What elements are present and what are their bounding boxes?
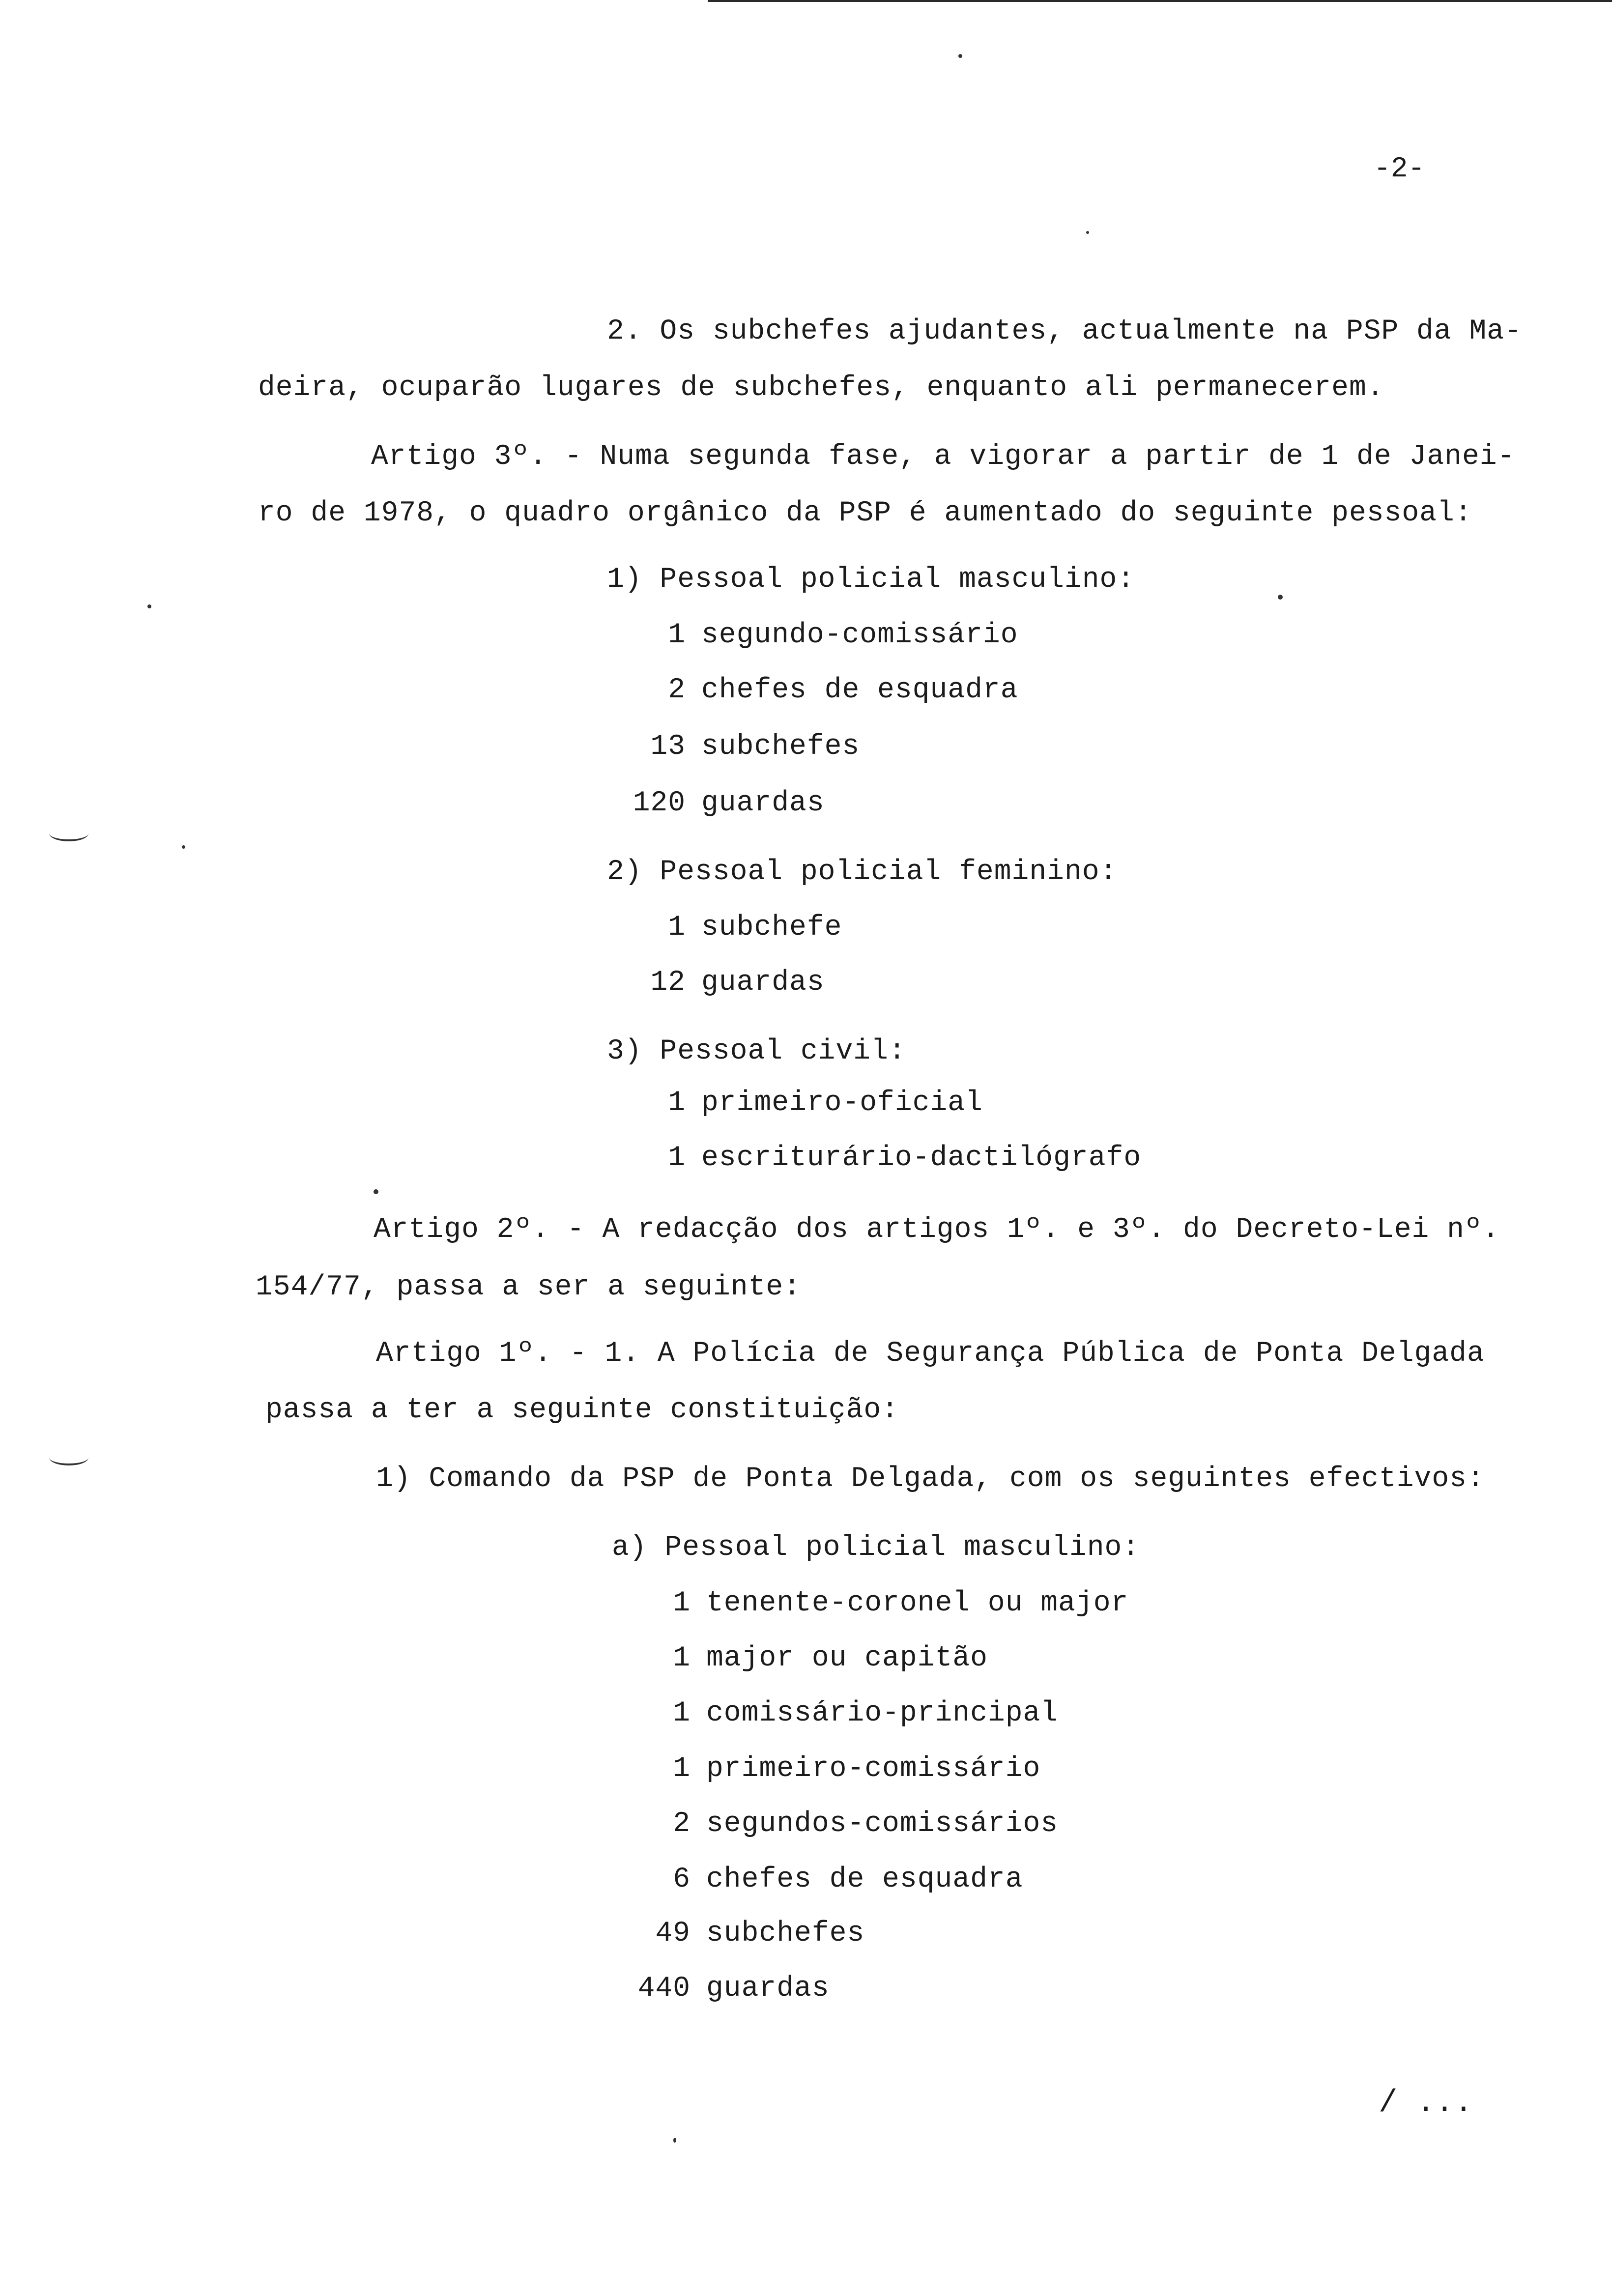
item-qty: 440 (637, 1973, 691, 2005)
item-label: chefes de esquadra (706, 1864, 1023, 1895)
scan-speck (1086, 231, 1089, 234)
list-item (607, 673, 1018, 708)
scan-speck (958, 54, 962, 58)
article-3-line-2: ro de 1978, o quadro orgânico da PSP é aumentado do seguinte pessoal: (258, 497, 1472, 529)
item-label: escriturário-dactilógrafo (701, 1142, 1142, 1174)
article-2-line-1: Artigo 2º. - A redacção dos artigos 1º. e 3º. do Decreto-Lei nº. (374, 1214, 1500, 1246)
list-item (607, 966, 825, 1000)
item-label: primeiro-oficial (701, 1087, 983, 1119)
article-3-line-1: Artigo 3º. - Numa segunda fase, a vigorar a partir de 1 de Janei- (371, 441, 1515, 473)
list-item (607, 911, 842, 945)
list-item (612, 1752, 1040, 1786)
item-qty: 1 (673, 1697, 691, 1729)
list-item (612, 1972, 830, 2006)
item-label: guardas (701, 787, 825, 819)
item-qty: 2 (668, 674, 686, 706)
item-label: subchefes (706, 1918, 865, 1950)
article-2-line-2: 154/77, passa a ser a seguinte: (256, 1271, 801, 1303)
article-1-line-1: Artigo 1º. - 1. A Polícia de Segurança Pública de Ponta Delgada (376, 1338, 1485, 1370)
scan-speck (182, 845, 185, 849)
scan-mark (49, 826, 88, 841)
list-item (612, 1696, 1058, 1731)
scan-mark (49, 1450, 88, 1465)
list-item (612, 1863, 1023, 1897)
list-heading: 3) Pessoal civil: (607, 1035, 906, 1067)
item-label: primeiro-comissário (706, 1753, 1041, 1785)
item-qty: 49 (655, 1918, 691, 1950)
item-qty: 1 (673, 1753, 691, 1785)
paragraph-1-line-2: deira, ocuparão lugares de subchefes, enquanto ali permanecerem. (258, 372, 1384, 404)
article-1-line-2: passa a ter a seguinte constituição: (265, 1394, 899, 1426)
list-heading: 2) Pessoal policial feminino: (607, 856, 1118, 888)
item-qty: 2 (673, 1808, 691, 1840)
list-item (607, 786, 825, 821)
scan-speck (1278, 595, 1283, 600)
list-item (607, 730, 860, 764)
item-qty: 1 (673, 1587, 691, 1619)
list-heading: 1) Pessoal policial masculino: (607, 564, 1135, 596)
item-qty: 1 (668, 912, 686, 944)
item-label: segundos-comissários (706, 1808, 1059, 1840)
item-label: guardas (706, 1973, 830, 2005)
item-qty: 120 (633, 787, 686, 819)
item-label: comissário-principal (706, 1697, 1059, 1729)
item-label: subchefes (701, 731, 860, 763)
paragraph-1-line-1: 2. Os subchefes ajudantes, actualmente na PSP da Ma- (607, 316, 1522, 347)
scan-speck (147, 604, 151, 608)
item-label: guardas (701, 967, 825, 999)
item-label: segundo-comissário (701, 619, 1018, 651)
item-label: subchefe (701, 912, 842, 944)
top-border-line (708, 0, 1612, 2)
item-qty: 1 (673, 1642, 691, 1674)
item-qty: 1 (668, 1142, 686, 1174)
item-label: chefes de esquadra (701, 674, 1018, 706)
item-qty: 13 (650, 731, 686, 763)
list-item (607, 618, 1018, 653)
list-item (607, 1086, 983, 1120)
item-label: major ou capitão (706, 1642, 988, 1674)
list-item (612, 1807, 1058, 1841)
item-qty: 1 (668, 619, 686, 651)
list-heading: a) Pessoal policial masculino: (612, 1532, 1140, 1564)
scan-speck (673, 2138, 676, 2143)
page-number: -2- (1374, 153, 1425, 185)
continuation-mark: / ... (1379, 2086, 1473, 2121)
item-label: tenente-coronel ou major (706, 1587, 1129, 1619)
item-qty: 12 (650, 967, 686, 999)
comando-line: 1) Comando da PSP de Ponta Delgada, com os seguintes efectivos: (376, 1463, 1485, 1495)
list-item (612, 1641, 988, 1676)
list-item (612, 1917, 864, 1951)
item-qty: 6 (673, 1864, 691, 1895)
scan-speck (374, 1189, 378, 1194)
item-qty: 1 (668, 1087, 686, 1119)
list-item (607, 1141, 1141, 1176)
list-item (612, 1586, 1128, 1621)
